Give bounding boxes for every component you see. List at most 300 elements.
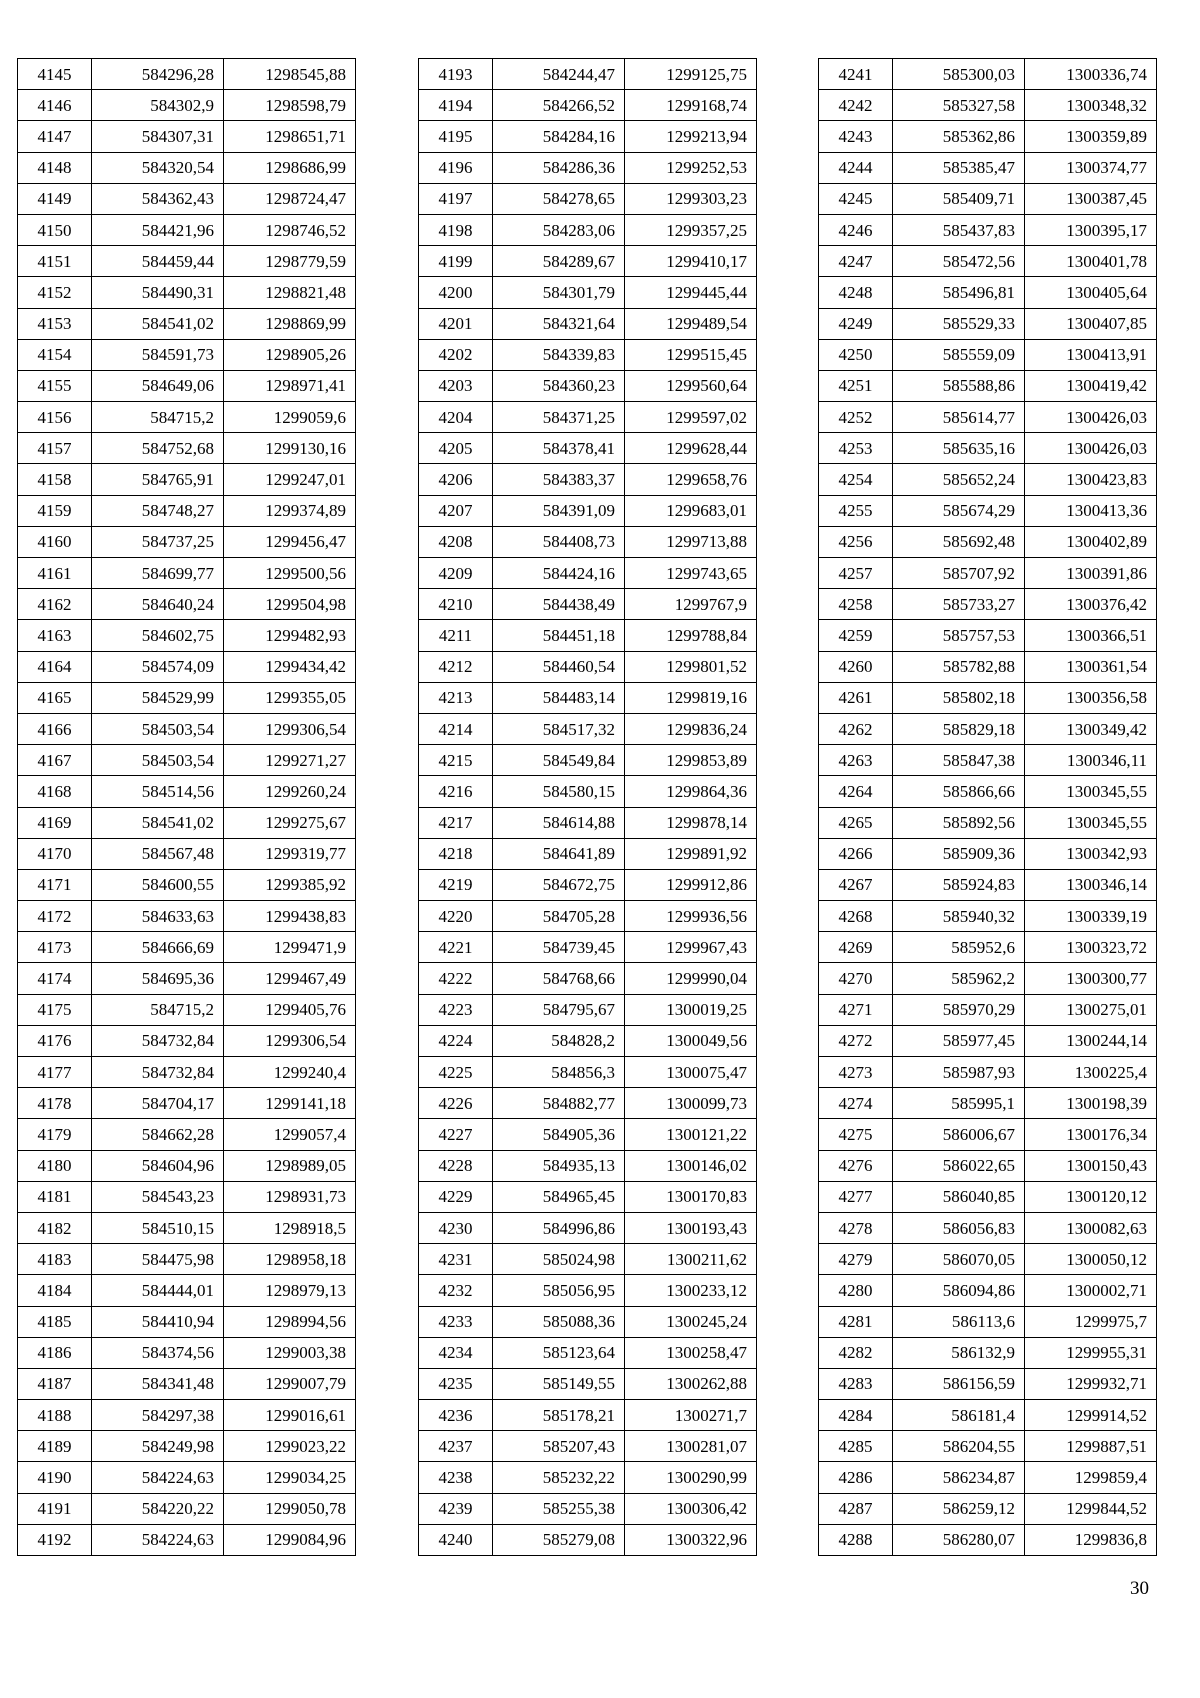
- x-coordinate-cell: 585733,27: [893, 589, 1025, 620]
- point-number-cell: 4235: [419, 1368, 493, 1399]
- point-number-cell: 4250: [819, 339, 893, 370]
- coordinates-table-1: [17, 58, 356, 1556]
- point-number-cell: 4233: [419, 1306, 493, 1337]
- point-number-cell: 4163: [18, 620, 92, 651]
- point-number-cell: 4194: [419, 90, 493, 121]
- point-number-cell: 4252: [819, 402, 893, 433]
- table-row: [819, 745, 1157, 776]
- y-coordinate-cell: 1298779,59: [224, 246, 356, 277]
- x-coordinate-cell: 584602,75: [92, 620, 224, 651]
- page-number: 30: [1130, 1578, 1149, 1599]
- table-row: [419, 1337, 757, 1368]
- y-coordinate-cell: 1300233,12: [625, 1275, 757, 1306]
- point-number-cell: 4255: [819, 495, 893, 526]
- table-row: [18, 745, 356, 776]
- point-number-cell: 4264: [819, 776, 893, 807]
- point-number-cell: 4149: [18, 183, 92, 214]
- table-row: [819, 464, 1157, 495]
- table-row: [819, 1088, 1157, 1119]
- y-coordinate-cell: 1300387,45: [1025, 183, 1157, 214]
- point-number-cell: 4200: [419, 277, 493, 308]
- y-coordinate-cell: 1299405,76: [224, 994, 356, 1025]
- point-number-cell: 4191: [18, 1493, 92, 1524]
- table-row: [419, 901, 757, 932]
- point-number-cell: 4249: [819, 308, 893, 339]
- point-number-cell: 4203: [419, 370, 493, 401]
- x-coordinate-cell: 584666,69: [92, 932, 224, 963]
- point-number-cell: 4239: [419, 1493, 493, 1524]
- y-coordinate-cell: 1299434,42: [224, 651, 356, 682]
- x-coordinate-cell: 584633,63: [92, 901, 224, 932]
- x-coordinate-cell: 584321,64: [493, 308, 625, 339]
- y-coordinate-cell: 1300376,42: [1025, 589, 1157, 620]
- x-coordinate-cell: 586056,83: [893, 1212, 1025, 1243]
- table-row: [419, 1119, 757, 1150]
- table-row: [18, 433, 356, 464]
- y-coordinate-cell: 1298746,52: [224, 214, 356, 245]
- y-coordinate-cell: 1300346,11: [1025, 745, 1157, 776]
- table-row: [819, 1181, 1157, 1212]
- y-coordinate-cell: 1300099,73: [625, 1088, 757, 1119]
- point-number-cell: 4226: [419, 1088, 493, 1119]
- y-coordinate-cell: 1299355,05: [224, 682, 356, 713]
- y-coordinate-cell: 1300146,02: [625, 1150, 757, 1181]
- point-number-cell: 4248: [819, 277, 893, 308]
- x-coordinate-cell: 586006,67: [893, 1119, 1025, 1150]
- point-number-cell: 4273: [819, 1057, 893, 1088]
- x-coordinate-cell: 585962,2: [893, 963, 1025, 994]
- y-coordinate-cell: 1300413,36: [1025, 495, 1157, 526]
- x-coordinate-cell: 584224,63: [92, 1524, 224, 1555]
- point-number-cell: 4243: [819, 121, 893, 152]
- table-row: [819, 932, 1157, 963]
- y-coordinate-cell: 1299967,43: [625, 932, 757, 963]
- y-coordinate-cell: 1300245,24: [625, 1306, 757, 1337]
- y-coordinate-cell: 1299034,25: [224, 1462, 356, 1493]
- x-coordinate-cell: 585692,48: [893, 526, 1025, 557]
- x-coordinate-cell: 584514,56: [92, 776, 224, 807]
- table-row: [18, 1057, 356, 1088]
- table-row: [419, 1524, 757, 1555]
- point-number-cell: 4183: [18, 1244, 92, 1275]
- point-number-cell: 4278: [819, 1212, 893, 1243]
- point-number-cell: 4148: [18, 152, 92, 183]
- x-coordinate-cell: 584541,02: [92, 807, 224, 838]
- table-row: [419, 558, 757, 589]
- point-number-cell: 4155: [18, 370, 92, 401]
- point-number-cell: 4205: [419, 433, 493, 464]
- table-row: [419, 589, 757, 620]
- table-row: [18, 713, 356, 744]
- point-number-cell: 4189: [18, 1431, 92, 1462]
- x-coordinate-cell: 585952,6: [893, 932, 1025, 963]
- table-row: [819, 1057, 1157, 1088]
- y-coordinate-cell: 1299059,6: [224, 402, 356, 433]
- y-coordinate-cell: 1299385,92: [224, 869, 356, 900]
- point-number-cell: 4221: [419, 932, 493, 963]
- y-coordinate-cell: 1299878,14: [625, 807, 757, 838]
- point-number-cell: 4284: [819, 1400, 893, 1431]
- x-coordinate-cell: 584374,56: [92, 1337, 224, 1368]
- point-number-cell: 4162: [18, 589, 92, 620]
- point-number-cell: 4195: [419, 121, 493, 152]
- point-number-cell: 4215: [419, 745, 493, 776]
- y-coordinate-cell: 1299597,02: [625, 402, 757, 433]
- point-number-cell: 4181: [18, 1181, 92, 1212]
- point-number-cell: 4268: [819, 901, 893, 932]
- table-row: [419, 1088, 757, 1119]
- table-row: [419, 183, 757, 214]
- point-number-cell: 4210: [419, 589, 493, 620]
- point-number-cell: 4166: [18, 713, 92, 744]
- x-coordinate-cell: 585829,18: [893, 713, 1025, 744]
- x-coordinate-cell: 584483,14: [493, 682, 625, 713]
- point-number-cell: 4222: [419, 963, 493, 994]
- table-row: [18, 1524, 356, 1555]
- table-row: [18, 994, 356, 1025]
- table-row: [18, 1150, 356, 1181]
- y-coordinate-cell: 1299859,4: [1025, 1462, 1157, 1493]
- x-coordinate-cell: 584765,91: [92, 464, 224, 495]
- table-row: [18, 1181, 356, 1212]
- x-coordinate-cell: 585496,81: [893, 277, 1025, 308]
- y-coordinate-cell: 1299683,01: [625, 495, 757, 526]
- table-row: [18, 1431, 356, 1462]
- table-row: [819, 838, 1157, 869]
- point-number-cell: 4225: [419, 1057, 493, 1088]
- table-row: [419, 807, 757, 838]
- table-row: [819, 246, 1157, 277]
- table-row: [419, 277, 757, 308]
- x-coordinate-cell: 584715,2: [92, 402, 224, 433]
- point-number-cell: 4236: [419, 1400, 493, 1431]
- table-row: [819, 620, 1157, 651]
- table-row: [819, 713, 1157, 744]
- point-number-cell: 4176: [18, 1025, 92, 1056]
- point-number-cell: 4256: [819, 526, 893, 557]
- point-number-cell: 4157: [18, 433, 92, 464]
- x-coordinate-cell: 584408,73: [493, 526, 625, 557]
- x-coordinate-cell: 586113,6: [893, 1306, 1025, 1337]
- y-coordinate-cell: 1299932,71: [1025, 1368, 1157, 1399]
- x-coordinate-cell: 585909,36: [893, 838, 1025, 869]
- y-coordinate-cell: 1299213,94: [625, 121, 757, 152]
- table-row: [819, 1244, 1157, 1275]
- point-number-cell: 4275: [819, 1119, 893, 1150]
- y-coordinate-cell: 1299836,8: [1025, 1524, 1157, 1555]
- table-row: [819, 59, 1157, 90]
- point-number-cell: 4282: [819, 1337, 893, 1368]
- x-coordinate-cell: 584302,9: [92, 90, 224, 121]
- y-coordinate-cell: 1300050,12: [1025, 1244, 1157, 1275]
- y-coordinate-cell: 1299504,98: [224, 589, 356, 620]
- table-row: [819, 183, 1157, 214]
- table-row: [419, 1244, 757, 1275]
- table-row: [819, 869, 1157, 900]
- table-row: [18, 277, 356, 308]
- point-number-cell: 4218: [419, 838, 493, 869]
- x-coordinate-cell: 584278,65: [493, 183, 625, 214]
- point-number-cell: 4168: [18, 776, 92, 807]
- point-number-cell: 4167: [18, 745, 92, 776]
- point-number-cell: 4198: [419, 214, 493, 245]
- y-coordinate-cell: 1299560,64: [625, 370, 757, 401]
- y-coordinate-cell: 1300345,55: [1025, 807, 1157, 838]
- table-row: [819, 433, 1157, 464]
- table-row: [419, 214, 757, 245]
- x-coordinate-cell: 584503,54: [92, 713, 224, 744]
- table-row: [18, 682, 356, 713]
- coordinates-table-3: [818, 58, 1157, 1556]
- table-row: [819, 1337, 1157, 1368]
- table-row: [18, 963, 356, 994]
- x-coordinate-cell: 585652,24: [893, 464, 1025, 495]
- y-coordinate-cell: 1300342,93: [1025, 838, 1157, 869]
- table-row: [419, 1212, 757, 1243]
- point-number-cell: 4202: [419, 339, 493, 370]
- point-number-cell: 4266: [819, 838, 893, 869]
- table-row: [419, 1431, 757, 1462]
- x-coordinate-cell: 584641,89: [493, 838, 625, 869]
- x-coordinate-cell: 585559,09: [893, 339, 1025, 370]
- table-row: [18, 1244, 356, 1275]
- table-row: [419, 1057, 757, 1088]
- y-coordinate-cell: 1300395,17: [1025, 214, 1157, 245]
- point-number-cell: 4280: [819, 1275, 893, 1306]
- x-coordinate-cell: 584795,67: [493, 994, 625, 1025]
- point-number-cell: 4220: [419, 901, 493, 932]
- y-coordinate-cell: 1298918,5: [224, 1212, 356, 1243]
- y-coordinate-cell: 1298686,99: [224, 152, 356, 183]
- y-coordinate-cell: 1299788,84: [625, 620, 757, 651]
- point-number-cell: 4190: [18, 1462, 92, 1493]
- y-coordinate-cell: 1300225,4: [1025, 1057, 1157, 1088]
- table-row: [419, 1025, 757, 1056]
- x-coordinate-cell: 584301,79: [493, 277, 625, 308]
- point-number-cell: 4196: [419, 152, 493, 183]
- y-coordinate-cell: 1299955,31: [1025, 1337, 1157, 1368]
- point-number-cell: 4209: [419, 558, 493, 589]
- x-coordinate-cell: 584672,75: [493, 869, 625, 900]
- table-row: [18, 1337, 356, 1368]
- table-row: [819, 277, 1157, 308]
- y-coordinate-cell: 1300281,07: [625, 1431, 757, 1462]
- table-row: [419, 963, 757, 994]
- table-row: [18, 1462, 356, 1493]
- y-coordinate-cell: 1298651,71: [224, 121, 356, 152]
- x-coordinate-cell: 586022,65: [893, 1150, 1025, 1181]
- x-coordinate-cell: 585472,56: [893, 246, 1025, 277]
- y-coordinate-cell: 1299084,96: [224, 1524, 356, 1555]
- point-number-cell: 4257: [819, 558, 893, 589]
- y-coordinate-cell: 1298821,48: [224, 277, 356, 308]
- table-row: [419, 1368, 757, 1399]
- x-coordinate-cell: 586040,85: [893, 1181, 1025, 1212]
- x-coordinate-cell: 584220,22: [92, 1493, 224, 1524]
- point-number-cell: 4178: [18, 1088, 92, 1119]
- x-coordinate-cell: 584341,48: [92, 1368, 224, 1399]
- table-row: [18, 558, 356, 589]
- point-number-cell: 4207: [419, 495, 493, 526]
- y-coordinate-cell: 1299003,38: [224, 1337, 356, 1368]
- point-number-cell: 4192: [18, 1524, 92, 1555]
- point-number-cell: 4156: [18, 402, 92, 433]
- y-coordinate-cell: 1298994,56: [224, 1306, 356, 1337]
- x-coordinate-cell: 585987,93: [893, 1057, 1025, 1088]
- y-coordinate-cell: 1300275,01: [1025, 994, 1157, 1025]
- x-coordinate-cell: 584699,77: [92, 558, 224, 589]
- y-coordinate-cell: 1299887,51: [1025, 1431, 1157, 1462]
- point-number-cell: 4147: [18, 121, 92, 152]
- x-coordinate-cell: 585529,33: [893, 308, 1025, 339]
- x-coordinate-cell: 584371,25: [493, 402, 625, 433]
- point-number-cell: 4286: [819, 1462, 893, 1493]
- table-row: [18, 1119, 356, 1150]
- x-coordinate-cell: 584752,68: [92, 433, 224, 464]
- point-number-cell: 4145: [18, 59, 92, 90]
- table-row: [18, 526, 356, 557]
- point-number-cell: 4269: [819, 932, 893, 963]
- table-row: [419, 1462, 757, 1493]
- x-coordinate-cell: 584284,16: [493, 121, 625, 152]
- point-number-cell: 4224: [419, 1025, 493, 1056]
- y-coordinate-cell: 1299374,89: [224, 495, 356, 526]
- y-coordinate-cell: 1300121,22: [625, 1119, 757, 1150]
- x-coordinate-cell: 584451,18: [493, 620, 625, 651]
- x-coordinate-cell: 585300,03: [893, 59, 1025, 90]
- x-coordinate-cell: 584503,54: [92, 745, 224, 776]
- y-coordinate-cell: 1300426,03: [1025, 402, 1157, 433]
- y-coordinate-cell: 1298724,47: [224, 183, 356, 214]
- x-coordinate-cell: 584640,24: [92, 589, 224, 620]
- y-coordinate-cell: 1300423,83: [1025, 464, 1157, 495]
- y-coordinate-cell: 1300193,43: [625, 1212, 757, 1243]
- x-coordinate-cell: 585707,92: [893, 558, 1025, 589]
- x-coordinate-cell: 585385,47: [893, 152, 1025, 183]
- table-row: [819, 308, 1157, 339]
- y-coordinate-cell: 1299275,67: [224, 807, 356, 838]
- x-coordinate-cell: 585757,53: [893, 620, 1025, 651]
- table-row: [419, 433, 757, 464]
- table-row: [18, 1306, 356, 1337]
- table-row: [819, 963, 1157, 994]
- x-coordinate-cell: 586070,05: [893, 1244, 1025, 1275]
- point-number-cell: 4197: [419, 183, 493, 214]
- point-number-cell: 4231: [419, 1244, 493, 1275]
- x-coordinate-cell: 585588,86: [893, 370, 1025, 401]
- point-number-cell: 4208: [419, 526, 493, 557]
- x-coordinate-cell: 585255,38: [493, 1493, 625, 1524]
- y-coordinate-cell: 1300356,58: [1025, 682, 1157, 713]
- y-coordinate-cell: 1300349,42: [1025, 713, 1157, 744]
- table-row: [18, 121, 356, 152]
- point-number-cell: 4234: [419, 1337, 493, 1368]
- y-coordinate-cell: 1300359,89: [1025, 121, 1157, 152]
- table-row: [419, 1400, 757, 1431]
- y-coordinate-cell: 1300290,99: [625, 1462, 757, 1493]
- x-coordinate-cell: 585614,77: [893, 402, 1025, 433]
- table-row: [18, 1368, 356, 1399]
- table-row: [419, 121, 757, 152]
- x-coordinate-cell: 585437,83: [893, 214, 1025, 245]
- table-row: [18, 308, 356, 339]
- x-coordinate-cell: 584339,83: [493, 339, 625, 370]
- y-coordinate-cell: 1300361,54: [1025, 651, 1157, 682]
- table-row: [18, 901, 356, 932]
- x-coordinate-cell: 584529,99: [92, 682, 224, 713]
- x-coordinate-cell: 585409,71: [893, 183, 1025, 214]
- table-row: [819, 558, 1157, 589]
- table-row: [819, 994, 1157, 1025]
- table-row: [819, 1400, 1157, 1431]
- y-coordinate-cell: 1300075,47: [625, 1057, 757, 1088]
- x-coordinate-cell: 585940,32: [893, 901, 1025, 932]
- x-coordinate-cell: 584580,15: [493, 776, 625, 807]
- table-row: [419, 1150, 757, 1181]
- table-row: [819, 526, 1157, 557]
- point-number-cell: 4228: [419, 1150, 493, 1181]
- x-coordinate-cell: 585635,16: [893, 433, 1025, 464]
- y-coordinate-cell: 1299357,25: [625, 214, 757, 245]
- y-coordinate-cell: 1300211,62: [625, 1244, 757, 1275]
- x-coordinate-cell: 584286,36: [493, 152, 625, 183]
- table-row: [18, 776, 356, 807]
- y-coordinate-cell: 1300419,42: [1025, 370, 1157, 401]
- x-coordinate-cell: 584438,49: [493, 589, 625, 620]
- y-coordinate-cell: 1299713,88: [625, 526, 757, 557]
- table-row: [819, 1524, 1157, 1555]
- x-coordinate-cell: 584737,25: [92, 526, 224, 557]
- x-coordinate-cell: 584307,31: [92, 121, 224, 152]
- y-coordinate-cell: 1300345,55: [1025, 776, 1157, 807]
- y-coordinate-cell: 1299260,24: [224, 776, 356, 807]
- point-number-cell: 4265: [819, 807, 893, 838]
- y-coordinate-cell: 1300170,83: [625, 1181, 757, 1212]
- table-row: [419, 308, 757, 339]
- y-coordinate-cell: 1300405,64: [1025, 277, 1157, 308]
- table-row: [819, 1306, 1157, 1337]
- table-row: [819, 651, 1157, 682]
- y-coordinate-cell: 1298989,05: [224, 1150, 356, 1181]
- table-row: [18, 1212, 356, 1243]
- y-coordinate-cell: 1300082,63: [1025, 1212, 1157, 1243]
- y-coordinate-cell: 1298545,88: [224, 59, 356, 90]
- point-number-cell: 4206: [419, 464, 493, 495]
- y-coordinate-cell: 1299306,54: [224, 1025, 356, 1056]
- point-number-cell: 4223: [419, 994, 493, 1025]
- point-number-cell: 4274: [819, 1088, 893, 1119]
- y-coordinate-cell: 1300300,77: [1025, 963, 1157, 994]
- y-coordinate-cell: 1298905,26: [224, 339, 356, 370]
- y-coordinate-cell: 1300002,71: [1025, 1275, 1157, 1306]
- x-coordinate-cell: 584490,31: [92, 277, 224, 308]
- point-number-cell: 4245: [819, 183, 893, 214]
- y-coordinate-cell: 1299240,4: [224, 1057, 356, 1088]
- x-coordinate-cell: 586280,07: [893, 1524, 1025, 1555]
- point-number-cell: 4271: [819, 994, 893, 1025]
- y-coordinate-cell: 1299141,18: [224, 1088, 356, 1119]
- x-coordinate-cell: 584391,09: [493, 495, 625, 526]
- x-coordinate-cell: 584768,66: [493, 963, 625, 994]
- x-coordinate-cell: 584732,84: [92, 1057, 224, 1088]
- y-coordinate-cell: 1299482,93: [224, 620, 356, 651]
- point-number-cell: 4251: [819, 370, 893, 401]
- y-coordinate-cell: 1299271,27: [224, 745, 356, 776]
- point-number-cell: 4201: [419, 308, 493, 339]
- x-coordinate-cell: 584567,48: [92, 838, 224, 869]
- point-number-cell: 4182: [18, 1212, 92, 1243]
- x-coordinate-cell: 585866,66: [893, 776, 1025, 807]
